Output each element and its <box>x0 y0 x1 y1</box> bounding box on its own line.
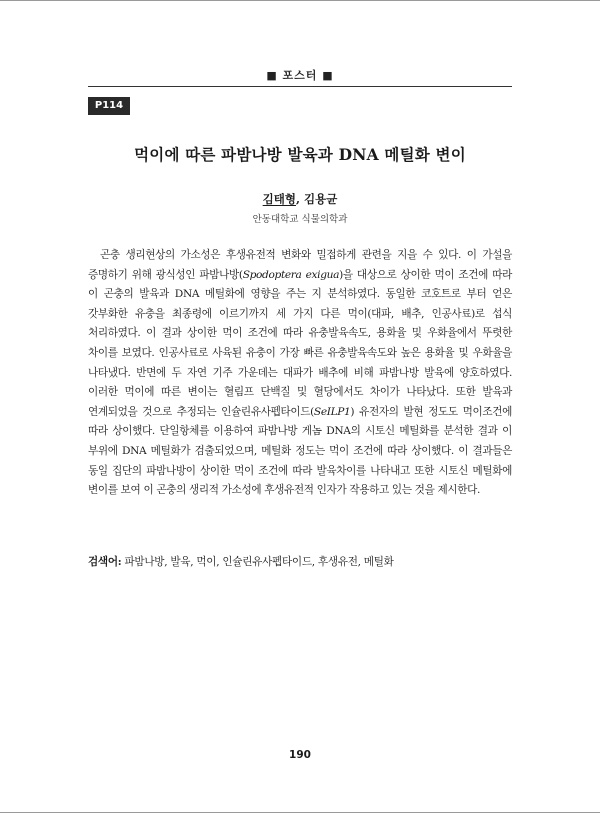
keywords-line <box>88 553 512 572</box>
page-number: 190 <box>289 749 311 761</box>
keywords-label: 검색어: <box>88 556 122 568</box>
author-line <box>0 191 600 207</box>
author-second: 김용균 <box>304 192 338 206</box>
poster-code-badge: P114 <box>88 97 130 115</box>
article-title: 먹이에 따른 파밤나방 발육과 DNA 메틸화 변이 <box>134 145 466 164</box>
page-top-border <box>0 0 600 1</box>
abstract-text-2: )을 대상으로 상이한 먹이 조건에 따라 이 곤충의 발육과 DNA 메틸화에 영향을 주는 지 분석하였다. 동일한 코호트로 부터 얻은 갓부화한 유충을 최종령에 이르기까지 세 가지 다른 먹이(대파, 배추, 인공사료)로 섭식 처리하였다. 이 결과 상이한 먹이 조건에 따라 유충발육속도, 용화율 및 우화율에서 뚜렷한 차이를 보였다. 인공사료로 사육된 유충이 가장 빠른 유충발육속도와 높은 용화율 및 우화율을 나타냈다. 반면에 두 자연 기주 가운데는 대파가 배추에 비해 파밤나방 발육에 양호하였다. 이러한 먹이에 따른 변이는 혈림프 단백질 및 혈당에서도 차이가 나타났다. 또한 발육과 연계되었을 것으로 추정되는 인슐린유사펩타이드( <box>88 268 513 418</box>
author-separator: , <box>295 192 304 206</box>
gene-name: SeILP1 <box>313 405 351 418</box>
abstract-paragraph <box>88 246 512 501</box>
abstract-text-1: 곤충 생리현상의 가소성은 후생유전적 변화와 밀접하게 관련을 지을 수 있다. 이 가설을 증명하기 위해 광식성인 파밤나방( <box>88 249 512 281</box>
author-first: 김태형 <box>262 192 296 206</box>
running-header: ■ 포스터 ■ <box>266 69 334 82</box>
species-name: Spodoptera exigua <box>242 268 340 281</box>
abstract-text-3: ) 유전자의 발현 정도도 먹이조건에 따라 상이했다. 단일항체를 이용하여 파밤나방 게놈 DNA의 시토신 메틸화를 분석한 결과 이 부위에 DNA 메틸화가 검출되었으며, 메틸화 정도는 먹이 조건에 따라 상이했다. 이 결과들은 동일 집단의 파밤나방이 상이한 먹이 조건에 따라 발육차이를 나타내고 또한 시토신 메틸화에 변이를 보여 이 곤충의 생리적 가소성에 후생유전적 인자가 작용하고 있는 것을 제시한다. <box>88 405 512 497</box>
keywords-list: 파밤나방, 발육, 먹이, 인슐린유사펩타이드, 후생유전, 메틸화 <box>121 556 394 568</box>
affiliation: 안동대학교 식물의학과 <box>252 214 348 225</box>
header-rule <box>88 86 512 87</box>
